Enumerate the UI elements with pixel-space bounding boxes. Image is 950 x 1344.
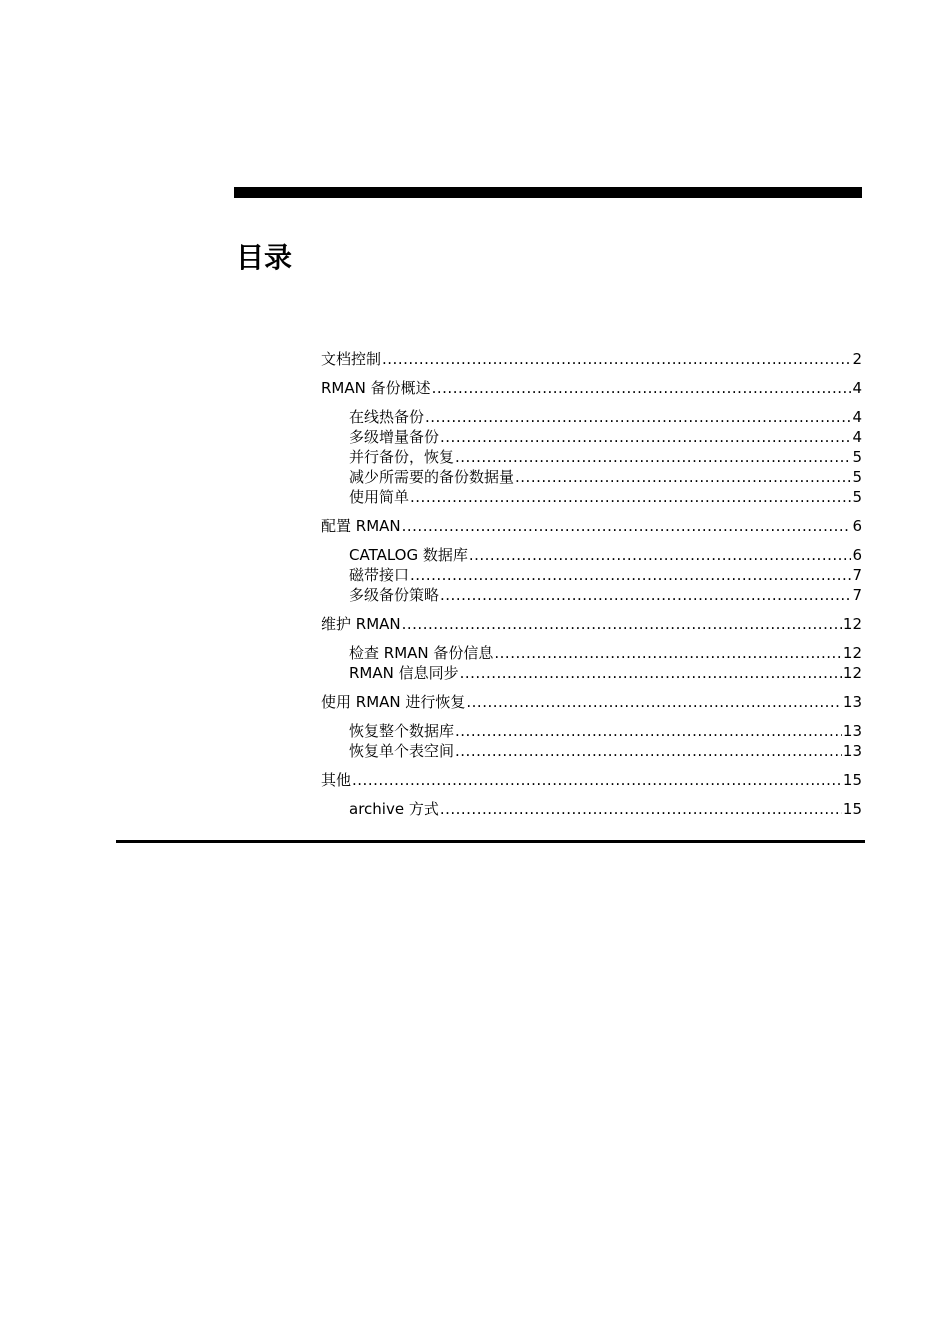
toc-dot-leader — [466, 692, 842, 712]
toc-entry-title: 使用简单 — [349, 488, 410, 506]
toc-entry[interactable] — [321, 516, 862, 536]
toc-subentry[interactable] — [321, 663, 862, 683]
toc-entry-title: 文档控制 — [321, 350, 382, 368]
toc-entry-page: 6 — [852, 546, 862, 564]
toc-entry-page: 5 — [852, 468, 862, 486]
toc-dot-leader — [515, 467, 851, 487]
toc-entry-title: 检查 RMAN 备份信息 — [349, 644, 494, 662]
toc-dot-leader — [432, 378, 852, 398]
toc-entry-title: 维护 RMAN — [321, 615, 401, 633]
toc-entry-page: 12 — [842, 644, 862, 662]
toc-entry-page: 7 — [852, 566, 862, 584]
toc-entry-title: 恢复整个数据库 — [349, 722, 455, 740]
toc-entry-title: 磁带接口 — [349, 566, 410, 584]
toc-entry-page: 4 — [852, 428, 862, 446]
toc-subentry[interactable] — [321, 741, 862, 761]
toc-entry-page: 13 — [842, 693, 862, 711]
toc-entry[interactable] — [321, 614, 862, 634]
toc-entry-title: 使用 RMAN 进行恢复 — [321, 693, 466, 711]
table-of-contents — [321, 349, 862, 828]
toc-entry-title: RMAN 备份概述 — [321, 379, 431, 397]
toc-entry-title: 多级增量备份 — [349, 428, 440, 446]
top-rule — [234, 187, 862, 198]
toc-entry-page: 2 — [852, 350, 862, 368]
toc-entry-title: 其他 — [321, 771, 352, 789]
toc-section — [321, 770, 862, 819]
toc-section — [321, 692, 862, 761]
toc-entry-title: 在线热备份 — [349, 408, 425, 426]
toc-entry-page: 5 — [852, 488, 862, 506]
toc-entry-page: 15 — [842, 800, 862, 818]
toc-entry-page: 7 — [852, 586, 862, 604]
toc-subentry[interactable] — [321, 643, 862, 663]
toc-entry-title: CATALOG 数据库 — [349, 546, 468, 564]
toc-dot-leader — [382, 349, 851, 369]
toc-entry-title: RMAN 信息同步 — [349, 664, 459, 682]
toc-entry-page: 4 — [852, 408, 862, 426]
toc-dot-leader — [440, 799, 842, 819]
bottom-rule — [116, 840, 865, 843]
toc-entry-title: 多级备份策略 — [349, 586, 440, 604]
toc-subentry[interactable] — [321, 427, 862, 447]
toc-entry-title: 配置 RMAN — [321, 517, 401, 535]
toc-section — [321, 516, 862, 605]
toc-section — [321, 349, 862, 369]
toc-dot-leader — [440, 427, 851, 447]
toc-entry[interactable] — [321, 378, 862, 398]
toc-dot-leader — [455, 721, 842, 741]
toc-subentry[interactable] — [321, 721, 862, 741]
toc-entry-page: 12 — [842, 615, 862, 633]
toc-subentry[interactable] — [321, 407, 862, 427]
toc-subgroup — [321, 799, 862, 819]
toc-subgroup — [321, 643, 862, 683]
toc-subgroup — [321, 721, 862, 761]
toc-dot-leader — [402, 614, 842, 634]
toc-subentry[interactable] — [321, 585, 862, 605]
toc-dot-leader — [469, 545, 852, 565]
toc-entry-title: 恢复单个表空间 — [349, 742, 455, 760]
toc-entry[interactable] — [321, 349, 862, 369]
toc-entry-title: 减少所需要的备份数据量 — [349, 468, 515, 486]
toc-section — [321, 378, 862, 507]
toc-entry-title: archive 方式 — [349, 800, 439, 818]
toc-subentry[interactable] — [321, 447, 862, 467]
toc-entry-page: 13 — [842, 722, 862, 740]
toc-dot-leader — [352, 770, 842, 790]
toc-subgroup — [321, 407, 862, 507]
toc-subentry[interactable] — [321, 545, 862, 565]
toc-dot-leader — [402, 516, 852, 536]
toc-dot-leader — [460, 663, 842, 683]
toc-dot-leader — [425, 407, 851, 427]
toc-dot-leader — [494, 643, 842, 663]
toc-subentry[interactable] — [321, 487, 862, 507]
toc-entry-page: 13 — [842, 742, 862, 760]
toc-subentry[interactable] — [321, 565, 862, 585]
toc-entry-page: 4 — [852, 379, 862, 397]
toc-dot-leader — [455, 447, 851, 467]
toc-entry-page: 6 — [852, 517, 862, 535]
toc-subentry[interactable] — [321, 799, 862, 819]
toc-dot-leader — [410, 487, 851, 507]
toc-entry[interactable] — [321, 770, 862, 790]
toc-subentry[interactable] — [321, 467, 862, 487]
toc-dot-leader — [440, 585, 851, 605]
toc-dot-leader — [410, 565, 851, 585]
toc-section — [321, 614, 862, 683]
toc-entry-page: 15 — [842, 771, 862, 789]
toc-subgroup — [321, 545, 862, 605]
toc-entry-page: 5 — [852, 448, 862, 466]
toc-dot-leader — [455, 741, 842, 761]
toc-entry-page: 12 — [842, 664, 862, 682]
toc-entry-title: 并行备份，恢复 — [349, 448, 455, 466]
page-title: 目录 — [236, 241, 293, 274]
toc-entry[interactable] — [321, 692, 862, 712]
